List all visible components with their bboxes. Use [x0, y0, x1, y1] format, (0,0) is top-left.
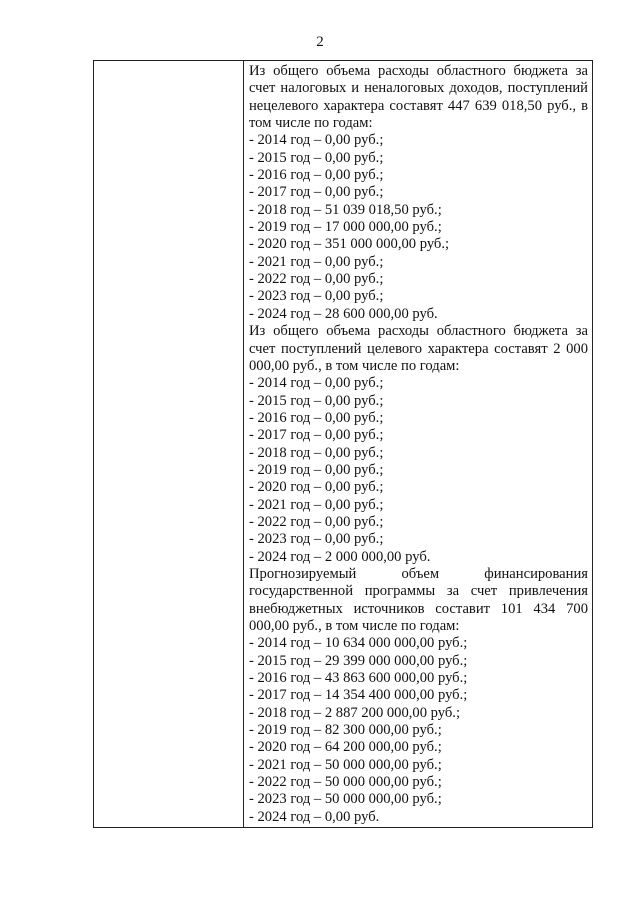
- year-item: - 2019 год – 17 000 000,00 руб.;: [249, 219, 442, 236]
- funding-block-extrabudgetary: [249, 566, 588, 826]
- year-item: - 2017 год – 0,00 руб.;: [249, 184, 384, 201]
- year-item: - 2015 год – 29 399 000 000,00 руб.;: [249, 652, 468, 669]
- year-item: - 2015 год – 0,00 руб.;: [249, 149, 384, 166]
- year-item: - 2018 год – 0,00 руб.;: [249, 444, 384, 461]
- year-item: - 2020 год – 0,00 руб.;: [249, 479, 384, 496]
- funding-table: [93, 60, 593, 828]
- year-item: - 2021 год – 0,00 руб.;: [249, 253, 384, 270]
- block-paragraph: Из общего объема расходы областного бюджета за счет поступлений целевого характера составят 2 000 000,00 руб., в том числе по годам:: [249, 323, 588, 374]
- year-item: - 2018 год – 2 887 200 000,00 руб.;: [249, 704, 461, 721]
- year-item: - 2016 год – 0,00 руб.;: [249, 409, 384, 426]
- funding-block-regional-non-targeted: [249, 63, 588, 323]
- year-item: - 2018 год – 51 039 018,50 руб.;: [249, 201, 442, 218]
- year-item: - 2016 год – 0,00 руб.;: [249, 167, 384, 184]
- year-item: - 2023 год – 0,00 руб.;: [249, 288, 384, 305]
- year-item: - 2017 год – 0,00 руб.;: [249, 427, 384, 444]
- table-right-cell: [244, 61, 592, 827]
- year-item: - 2023 год – 50 000 000,00 руб.;: [249, 791, 442, 808]
- year-item: - 2024 год – 2 000 000,00 руб.: [249, 548, 431, 565]
- year-item: - 2021 год – 50 000 000,00 руб.;: [249, 756, 442, 773]
- year-item: - 2023 год – 0,00 руб.;: [249, 531, 384, 548]
- year-item: - 2022 год – 50 000 000,00 руб.;: [249, 774, 442, 791]
- year-item: - 2024 год – 28 600 000,00 руб.: [249, 305, 438, 322]
- block-paragraph: Из общего объема расходы областного бюджета за счет налоговых и неналоговых доходов, поступлений нецелевого характера составят 447 639 018,50 руб., в том числе по годам:: [249, 63, 588, 132]
- funding-block-regional-targeted: [249, 323, 588, 566]
- page-number: 2: [316, 34, 324, 50]
- year-item: - 2015 год – 0,00 руб.;: [249, 392, 384, 409]
- block-paragraph: Прогнозируемый объем финансирования государственной программы за счет привлечения внебюджетных источников составит 101 434 700 000,00 руб., в том числе по годам:: [249, 565, 588, 634]
- year-item: - 2016 год – 43 863 600 000,00 руб.;: [249, 670, 468, 687]
- year-item: - 2019 год – 0,00 руб.;: [249, 461, 384, 478]
- year-item: - 2017 год – 14 354 400 000,00 руб.;: [249, 687, 468, 704]
- year-item: - 2020 год – 64 200 000,00 руб.;: [249, 739, 442, 756]
- year-item: - 2014 год – 0,00 руб.;: [249, 132, 384, 149]
- year-item: - 2019 год – 82 300 000,00 руб.;: [249, 722, 442, 739]
- year-item: - 2021 год – 0,00 руб.;: [249, 496, 384, 513]
- year-item: - 2014 год – 10 634 000 000,00 руб.;: [249, 635, 468, 652]
- year-item: - 2022 год – 0,00 руб.;: [249, 513, 384, 530]
- table-left-cell: [94, 61, 244, 827]
- year-item: - 2020 год – 351 000 000,00 руб.;: [249, 236, 450, 253]
- year-item: - 2024 год – 0,00 руб.: [249, 808, 380, 825]
- year-item: - 2022 год – 0,00 руб.;: [249, 271, 384, 288]
- year-item: - 2014 год – 0,00 руб.;: [249, 375, 384, 392]
